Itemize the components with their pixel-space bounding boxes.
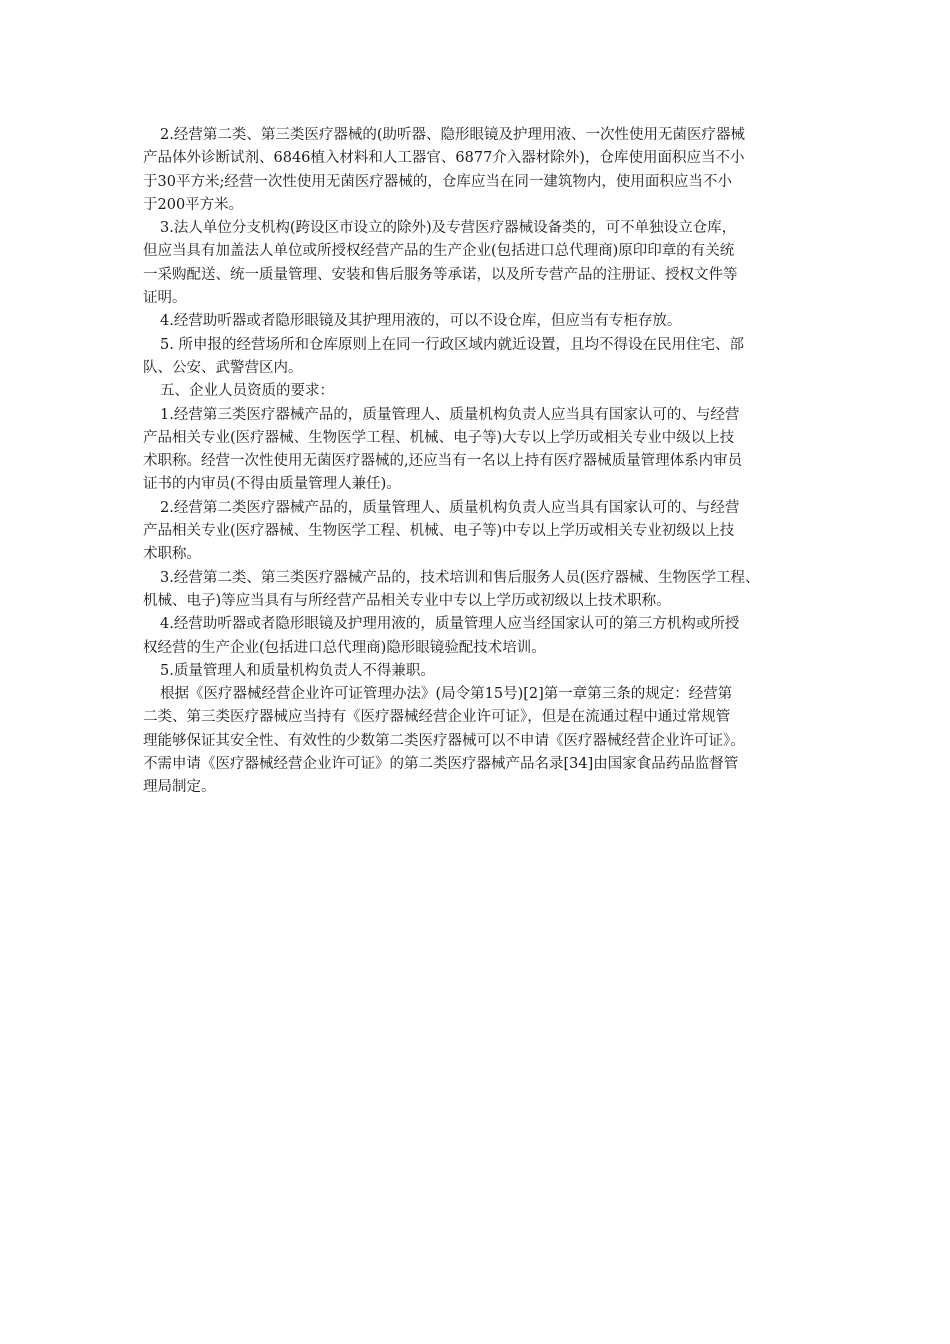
text-line: 1.经营第三类医疗器械产品的，质量管理人、质量机构负责人应当具有国家认可的、与经营 [160, 406, 740, 423]
text-line: 于200平方米。 [143, 196, 244, 213]
text-line: 产品体外诊断试剂、6846植入材料和人工器官、6877介入器材除外)，仓库使用面积应当不小 [143, 150, 745, 167]
text-line: 5.质量管理人和质量机构负责人不得兼职。 [160, 662, 435, 679]
text-line: 术职称。经营一次性使用无菌医疗器械的,还应当有一名以上持有医疗器械质量管理体系内审员 [143, 453, 743, 470]
paragraph-branch-warehouse [143, 217, 823, 310]
text-line: 4.经营助听器或者隐形眼镜及护理用液的，质量管理人应当经国家认可的第三方机构或所授 [160, 616, 740, 633]
paragraph-contact-lens-training [143, 613, 823, 660]
text-line: 术职称。 [143, 546, 201, 563]
text-line: 一采购配送、统一质量管理、安装和售后服务等承诺，以及所专营产品的注册证、授权文件等 [143, 266, 738, 283]
text-line: 3.法人单位分支机构(跨设区市设立的除外)及专营医疗器械设备类的，可不单独设立仓库， [160, 220, 737, 237]
text-line: 产品相关专业(医疗器械、生物医学工程、机械、电子等)中专以上学历或相关专业初级以上技 [143, 523, 735, 540]
text-line: 但应当具有加盖法人单位或所授权经营产品的生产企业(包括进口总代理商)原印印章的有关统 [143, 243, 735, 260]
paragraph-class3-personnel [143, 404, 823, 497]
document-body [143, 124, 823, 800]
text-line: 产品相关专业(医疗器械、生物医学工程、机械、电子等)大专以上学历或相关专业中级以上技 [143, 429, 735, 446]
text-line: 于30平方米;经营一次性使用无菌医疗器械的，仓库应当在同一建筑物内，使用面积应当不小 [143, 173, 732, 190]
section-heading: 五、企业人员资质的要求： [160, 383, 334, 400]
paragraph-class2-personnel [143, 497, 823, 567]
text-line: 二类、第三类医疗器械应当持有《医疗器械经营企业许可证》，但是在流通过程中通过常规管 [143, 709, 731, 726]
paragraph-location-rule [143, 334, 823, 381]
paragraph-hearing-aid-storage [143, 310, 823, 333]
text-line: 证明。 [143, 290, 187, 307]
paragraph-training-staff [143, 567, 823, 614]
text-line: 机械、电子)等应当具有与所经营产品相关专业中专以上学历或初级以上技术职称。 [143, 592, 671, 609]
text-line: 3.经营第二类、第三类医疗器械产品的，技术培训和售后服务人员(医疗器械、生物医学工程、 [160, 569, 760, 586]
paragraph-warehouse-area [143, 124, 823, 217]
text-line: 队、公安、武警营区内。 [143, 359, 303, 376]
text-line: 5. 所申报的经营场所和仓库原则上在同一行政区域内就近设置，且均不得设在民用住宅、部 [160, 336, 744, 353]
paragraph-regulation-reference [143, 683, 823, 799]
text-line: 4.经营助听器或者隐形眼镜及其护理用液的，可以不设仓库，但应当有专柜存放。 [160, 313, 682, 330]
text-line: 权经营的生产企业(包括进口总代理商)隐形眼镜验配技术培训。 [143, 639, 546, 656]
section-heading-personnel [143, 380, 823, 403]
text-line: 2.经营第二类、第三类医疗器械的(助听器、隐形眼镜及护理用液、一次性使用无菌医疗器械 [160, 127, 745, 143]
text-line: 不需申请《医疗器械经营企业许可证》的第二类医疗器械产品名录[34]由国家食品药品监督管 [143, 756, 739, 773]
text-line: 理能够保证其安全性、有效性的少数第二类医疗器械可以不申请《医疗器械经营企业许可证》。 [143, 732, 745, 749]
text-line: 理局制定。 [143, 779, 216, 796]
text-line: 证书的内审员(不得由质量管理人兼任)。 [143, 476, 401, 493]
text-line: 2.经营第二类医疗器械产品的，质量管理人、质量机构负责人应当具有国家认可的、与经营 [160, 499, 740, 516]
paragraph-no-dual-role [143, 660, 823, 683]
text-line: 根据《医疗器械经营企业许可证管理办法》(局令第15号)[2]第一章第三条的规定：经营第 [160, 686, 733, 703]
